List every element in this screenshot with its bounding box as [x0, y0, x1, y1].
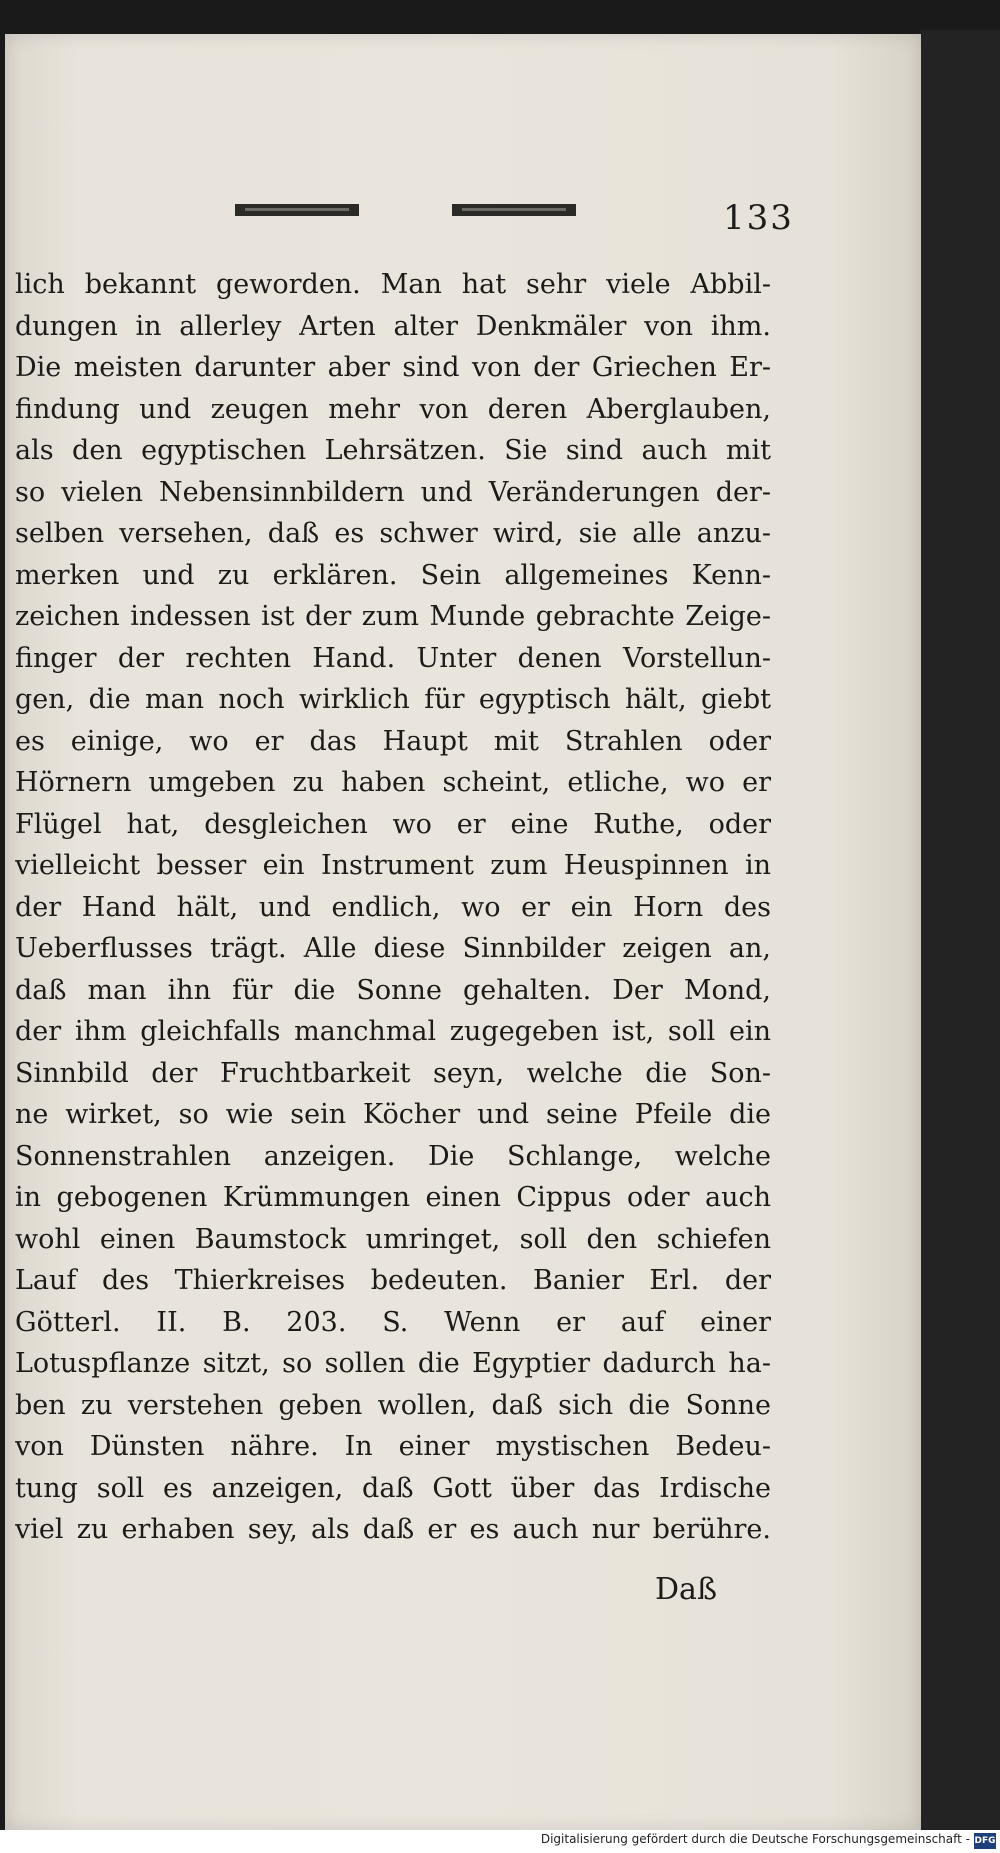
- header-ornament-right: [452, 204, 576, 216]
- text-line: Flügel hat, desgleichen wo er eine Ruthe, oder: [15, 808, 771, 840]
- catchword: Daß: [655, 1572, 717, 1607]
- text-line: viel zu erhaben sey, als daß er es auch nur berühre.: [15, 1514, 771, 1545]
- text-line: Lotuspflanze sitzt, so sollen die Egyptier dadurch ha-: [15, 1348, 771, 1379]
- dfg-logo: DFG: [974, 1833, 996, 1849]
- text-line: ne wirket, so wie sein Köcher und seine Pfeile die: [15, 1099, 771, 1130]
- text-line: es einige, wo er das Haupt mit Strahlen oder: [15, 725, 771, 757]
- text-line: ben zu verstehen geben wollen, daß sich die Sonne: [15, 1389, 771, 1421]
- text-line: Götterl. II. B. 203. S. Wenn er auf einer: [15, 1306, 771, 1338]
- page-number: 133: [723, 198, 794, 238]
- text-line: Sinnbild der Fruchtbarkeit seyn, welche die Son-: [15, 1057, 771, 1089]
- text-line: der ihm gleichfalls manchmal zugegeben ist, soll ein: [15, 1016, 771, 1047]
- text-line: zeichen indessen ist der zum Munde gebrachte Zeige-: [15, 601, 771, 632]
- book-page: [5, 34, 921, 1830]
- text-line: lich bekannt geworden. Man hat sehr viele Abbil-: [15, 269, 771, 300]
- header-ornament-left: [235, 204, 359, 216]
- text-line: Lauf des Thierkreises bedeuten. Banier Erl. der: [15, 1265, 771, 1296]
- text-line: merken und zu erklären. Sein allgemeines Kenn-: [15, 559, 771, 591]
- text-line: der Hand hält, und endlich, wo er ein Horn des: [15, 891, 771, 923]
- text-line: Hörnern umgeben zu haben scheint, etliche, wo er: [15, 767, 771, 798]
- text-line: Die meisten darunter aber sind von der Griechen Er-: [15, 352, 771, 383]
- text-line: wohl einen Baumstock umringet, soll den schiefen: [15, 1223, 771, 1255]
- text-line: daß man ihn für die Sonne gehalten. Der Mond,: [15, 974, 771, 1006]
- book-edge: [920, 30, 1000, 1830]
- digitization-credit: Digitalisierung gefördert durch die Deutsche Forschungsgemeinschaft -: [540, 1832, 970, 1846]
- text-line: finger der rechten Hand. Unter denen Vorstellun-: [15, 642, 771, 674]
- text-line: so vielen Nebensinnbildern und Veränderungen der-: [15, 476, 771, 508]
- text-line: als den egyptischen Lehrsätzen. Sie sind auch mit: [15, 435, 771, 466]
- text-line: Sonnenstrahlen anzeigen. Die Schlange, welche: [15, 1140, 771, 1172]
- text-line: selben versehen, daß es schwer wird, sie alle anzu-: [15, 518, 771, 549]
- text-line: Ueberflusses trägt. Alle diese Sinnbilder zeigen an,: [15, 933, 771, 964]
- text-line: in gebogenen Krümmungen einen Cippus oder auch: [15, 1182, 771, 1213]
- footer-bar: [0, 1830, 1000, 1853]
- body-text: [15, 264, 771, 1551]
- text-line: findung und zeugen mehr von deren Aberglauben,: [15, 393, 771, 425]
- text-line: von Dünsten nähre. In einer mystischen Bedeu-: [15, 1431, 771, 1462]
- text-line: vielleicht besser ein Instrument zum Heuspinnen in: [15, 850, 771, 881]
- text-line: gen, die man noch wirklich für egyptisch hält, giebt: [15, 684, 771, 715]
- text-line: dungen in allerley Arten alter Denkmäler von ihm.: [15, 310, 771, 342]
- text-line: tung soll es anzeigen, daß Gott über das Irdische: [15, 1472, 771, 1504]
